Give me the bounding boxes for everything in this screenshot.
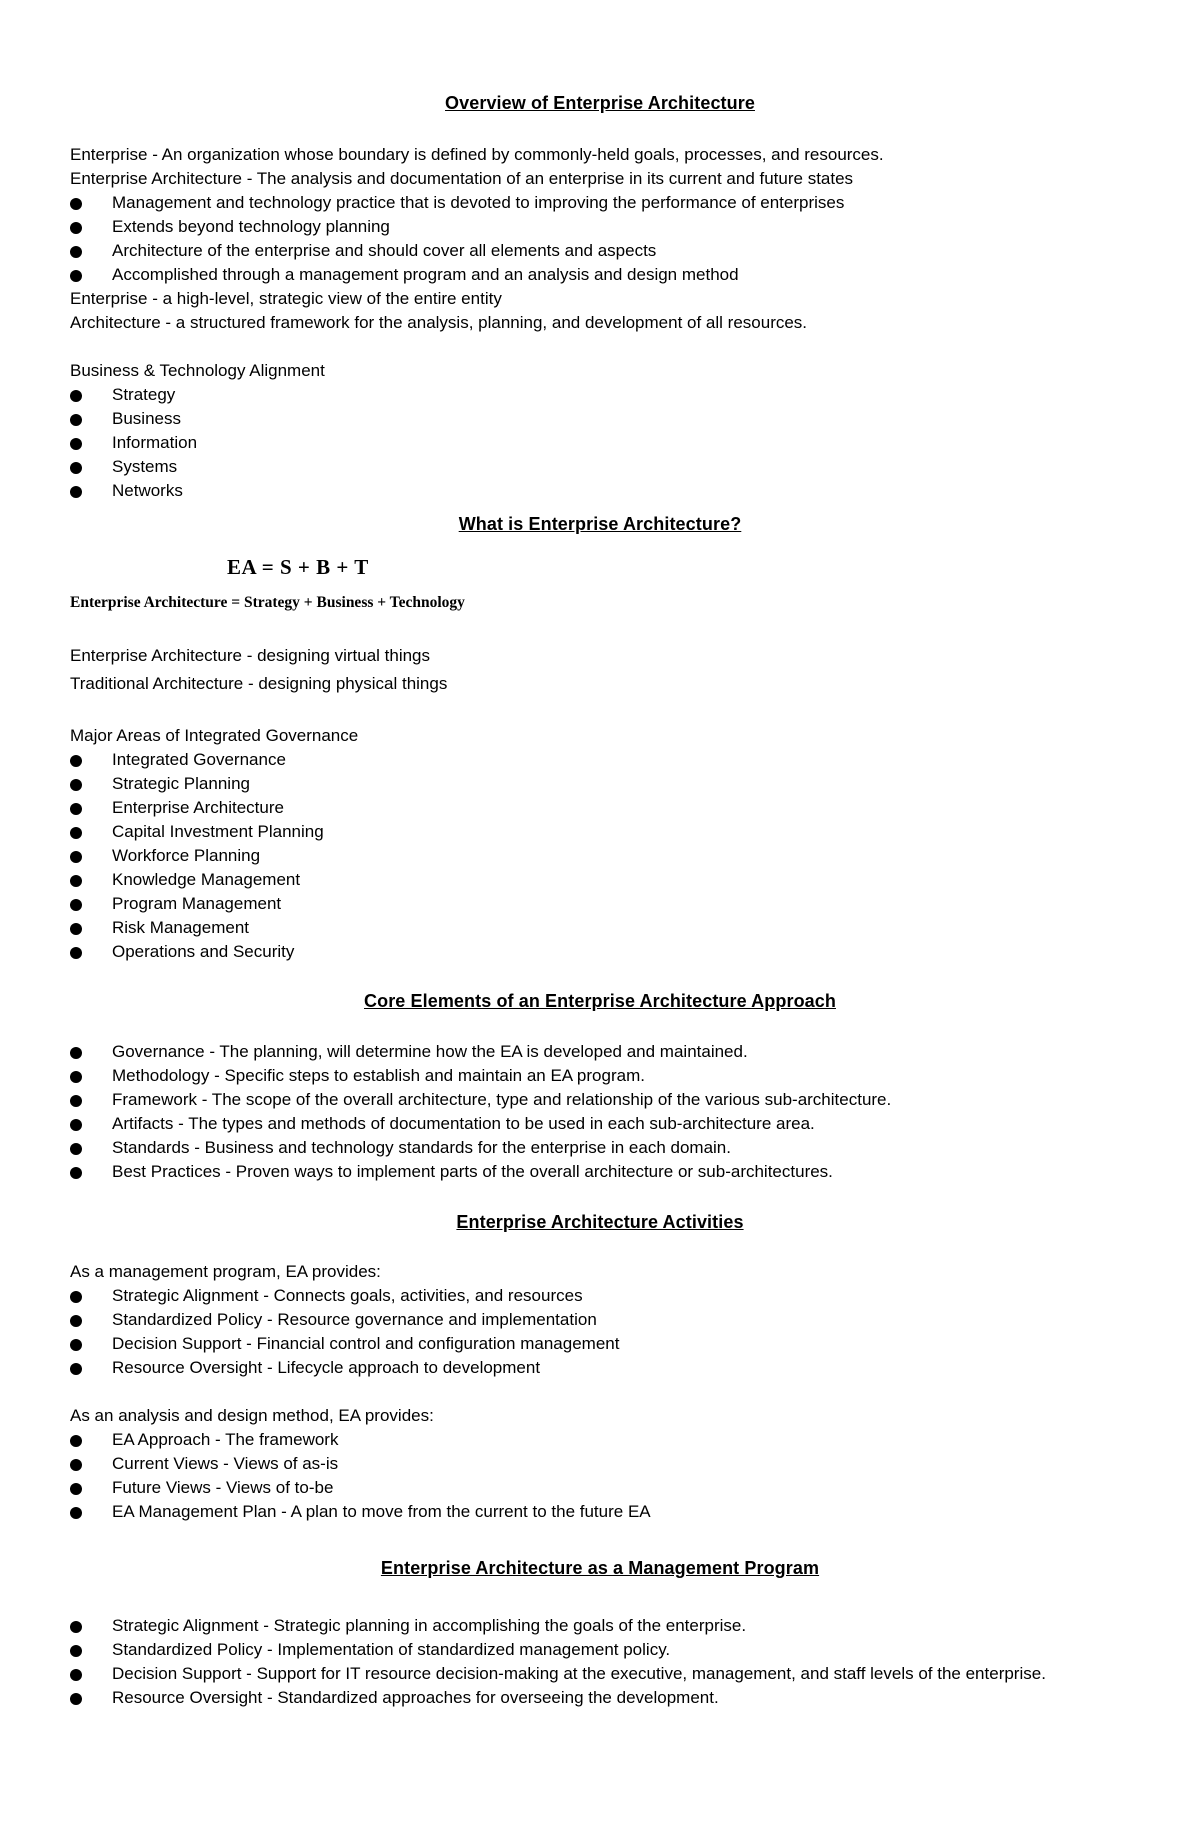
enterprise-definition: Enterprise - An organization whose boundary is defined by commonly-held goals, processes, and resources. [70,145,884,164]
bullet-icon [70,875,82,887]
bullet-icon [70,1339,82,1351]
bullet-icon [70,1143,82,1155]
architecture-definition: Architecture - a structured framework for the analysis, planning, and development of all resources. [70,313,808,332]
bullet-icon [70,803,82,815]
bullet-icon [70,1047,82,1059]
bullet-icon [70,1645,82,1657]
bullet-icon [70,827,82,839]
ea-definition: Enterprise Architecture - The analysis and documentation of an enterprise in its current and future states [70,169,854,188]
bullet-icon [70,1669,82,1681]
bullet-icon [70,755,82,767]
bullet-icon [70,222,82,234]
bullet-icon [70,1119,82,1131]
bullet-icon [70,270,82,282]
core-elements-title: Core Elements of an Enterprise Architecture Approach [364,991,836,1011]
traditional-physical-line: Traditional Architecture - designing physical things [70,674,448,693]
bullet-icon [70,1291,82,1303]
mgmt-program-label: As a management program, EA provides: [70,1262,381,1281]
bullet-icon [70,1095,82,1107]
bullet-icon [70,198,82,210]
bullet-icon [70,414,82,426]
ea-virtual-line: Enterprise Architecture - designing virtual things [70,646,431,665]
bullet-icon [70,1071,82,1083]
bullet-icon [70,779,82,791]
bullet-icon [70,390,82,402]
bullet-icon [70,1693,82,1705]
overview-title: Overview of Enterprise Architecture [445,93,755,113]
document-page: Overview of Enterprise Architecture Enterprise - An organization whose boundary is defined by commonly-held goals, processes, and resources. Enterprise Architecture - The analysis and documentation of an enterprise in its current and future states Management and technology practice that is devoted to improving the performance of enterprises Extends beyond technology planning Architecture of the enterprise and should cover all elements and aspects Accomplished through a management program and an analysis and design method Enterprise - a high-level, strategic view of the entire entity Architecture - a structured framework for the analysis, planning, and development of all resources. Business & Technology Alignment Strategy Business Information Systems Networks What is Enterprise Architecture? EA = S + B + T Enterprise Architecture = Strategy + Business + Technology Enterprise Architecture - designing virtual things Traditional Architecture - designing physical things Major Areas of Integrated Governance Integrated Governance Strategic Planning Enterprise Architecture Capital Investment Planning Workforce Planning Knowledge Management Program Management Risk Management Operations and Security Core Elements of an Enterprise Architecture Approach Governance - The planning, will determine how the EA is developed and maintained. Methodology - Specific steps to establish and maintain an EA program. Framework - The scope of the overall architecture, type and relationship of the various sub-architecture. Artifacts - The types and methods of documentation to be used in each sub-architecture area. Standards - Business and technology standards for the enterprise in each domain. Best Practices - Proven ways to implement parts of the overall architecture or sub-architectures. Enterprise Architecture Activities As a management program, EA provides: Strategic Alignment - Connects goals, activities, and resources Standardized Policy - Resource governance and implementation Decision Support - Financial control and configuration management Resource Oversight - Lifecycle approach to development As an analysis and design method, EA provides: EA Approach - The framework Current Views - Views of as-is Future Views - Views of to-be EA Management Plan - A plan to move from the current to the future EA Enterprise Architecture as a Management Program Strategic Alignment - Strategic planning in accomplishing the goals of the enterprise. Standardized Policy - Implementation of standardized management policy. Decision Support - Support for IT resource decision-making at the executive, management, and staff levels of the enterprise. Resource Oversight - Standardized approaches for overseeing the development. [0,0,1200,1835]
bullet-icon [70,462,82,474]
bullet-icon [70,923,82,935]
management-program-title: Enterprise Architecture as a Management Program [380,1558,820,1578]
bullet-icon [70,1507,82,1519]
ea-equation: EA = S + B + T [227,555,369,579]
bullet-icon [70,1315,82,1327]
bullet-icon [70,851,82,863]
analysis-label: As an analysis and design method, EA provides: [70,1406,434,1425]
bullet-icon [70,1435,82,1447]
what-is-ea-title: What is Enterprise Architecture? [458,514,742,534]
bullet-icon [70,486,82,498]
bullet-icon [70,438,82,450]
bullet-icon [70,1621,82,1633]
bullet-icon [70,947,82,959]
activities-title: Enterprise Architecture Activities [456,1212,744,1232]
ea-equation-caption: Enterprise Architecture = Strategy + Business + Technology [70,594,465,611]
bullet-icon [70,246,82,258]
bullet-icon [70,1167,82,1179]
governance-label: Major Areas of Integrated Governance [70,726,359,745]
bullet-icon [70,1483,82,1495]
bullet-icon [70,1363,82,1375]
bullet-icon [70,1459,82,1471]
alignment-label: Business & Technology Alignment [70,361,325,380]
enterprise-short-definition: Enterprise - a high-level, strategic view of the entire entity [70,289,502,308]
bullet-icon [70,899,82,911]
